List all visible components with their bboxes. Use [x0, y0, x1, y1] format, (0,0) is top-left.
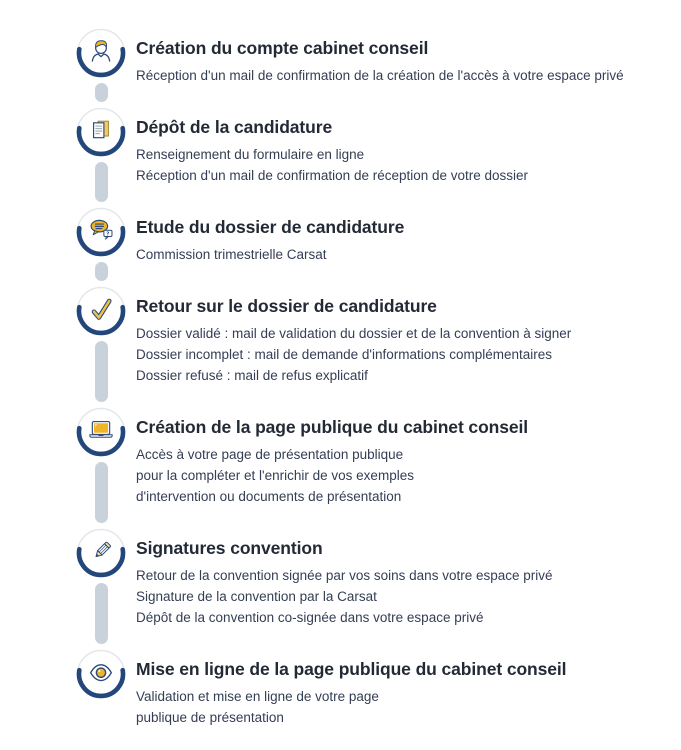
step-content: [136, 407, 536, 528]
svg-text:?: ?: [106, 231, 110, 238]
timeline-step: [76, 286, 681, 407]
timeline-connector: [95, 262, 108, 281]
step-content: [136, 28, 632, 107]
description-line: Renseignement du formulaire en ligne: [136, 147, 365, 162]
step-description: [136, 65, 624, 86]
description-line: Réception d'un mail de confirmation de la création de l'accès à votre espace privé: [136, 68, 624, 83]
timeline-step: [76, 207, 681, 286]
step-marker: [76, 28, 126, 78]
timeline-connector: [95, 583, 108, 644]
step-description: [136, 323, 571, 386]
step-content: [136, 286, 579, 407]
step-title: Signatures convention: [136, 538, 323, 558]
step-description: [136, 444, 528, 507]
timeline-step: [76, 528, 681, 649]
eye-icon: [85, 656, 118, 689]
description-line: Validation et mise en ligne de votre page: [136, 689, 379, 704]
step-description: [136, 144, 528, 186]
step-title: Création du compte cabinet conseil: [136, 38, 429, 58]
step-marker: [76, 649, 126, 699]
timeline-connector: [95, 341, 108, 402]
step-title: Création de la page publique du cabinet conseil: [136, 417, 529, 437]
step-description: [136, 686, 566, 728]
timeline-rail: [76, 286, 126, 407]
step-description: [136, 565, 553, 628]
step-title: Dépôt de la candidature: [136, 117, 333, 137]
pencil-icon: [85, 535, 118, 568]
step-description: [136, 244, 404, 265]
description-line: Réception d'un mail de confirmation de réception de votre dossier: [136, 168, 529, 183]
description-line: pour la compléter et l'enrichir de vos exemples: [136, 468, 414, 483]
step-content: [136, 107, 536, 207]
step-marker: [76, 207, 126, 257]
step-marker: [76, 107, 126, 157]
timeline-rail: [76, 649, 126, 728]
timeline-step: [76, 649, 681, 728]
timeline-rail: [76, 28, 126, 107]
timeline-connector: [95, 162, 108, 202]
step-marker: [76, 286, 126, 336]
laptop-icon: [85, 414, 118, 447]
description-line: Signature de la convention par la Carsat: [136, 589, 377, 604]
timeline-step: [76, 28, 681, 107]
description-line: d'intervention ou documents de présentation: [136, 489, 402, 504]
check-icon: [85, 293, 118, 326]
chat-icon: [85, 214, 118, 247]
description-line: Dossier validé : mail de validation du dossier et de la convention à signer: [136, 326, 572, 341]
timeline-connector: [95, 83, 108, 102]
person-icon: [85, 35, 118, 68]
step-title: Retour sur le dossier de candidature: [136, 296, 437, 316]
description-line: Dossier incomplet : mail de demande d'informations complémentaires: [136, 347, 553, 362]
timeline-rail: [76, 107, 126, 207]
description-line: Accès à votre page de présentation publique: [136, 447, 404, 462]
step-content: [136, 528, 561, 649]
timeline-connector: [95, 462, 108, 523]
description-line: publique de présentation: [136, 710, 284, 725]
description-line: Dossier refusé : mail de refus explicatif: [136, 368, 368, 383]
timeline-step: [76, 407, 681, 528]
step-content: [136, 207, 412, 286]
description-line: Dépôt de la convention co-signée dans votre espace privé: [136, 610, 484, 625]
timeline-step: [76, 107, 681, 207]
step-title: Etude du dossier de candidature: [136, 217, 405, 237]
step-title: Mise en ligne de la page publique du cabinet conseil: [136, 659, 567, 679]
description-line: Retour de la convention signée par vos soins dans votre espace privé: [136, 568, 553, 583]
timeline-rail: [76, 207, 126, 286]
timeline-rail: [76, 528, 126, 649]
description-line: Commission trimestrielle Carsat: [136, 247, 327, 262]
step-marker: [76, 528, 126, 578]
document-icon: [85, 114, 118, 147]
step-marker: [76, 407, 126, 457]
step-content: [136, 649, 574, 728]
timeline-rail: [76, 407, 126, 528]
